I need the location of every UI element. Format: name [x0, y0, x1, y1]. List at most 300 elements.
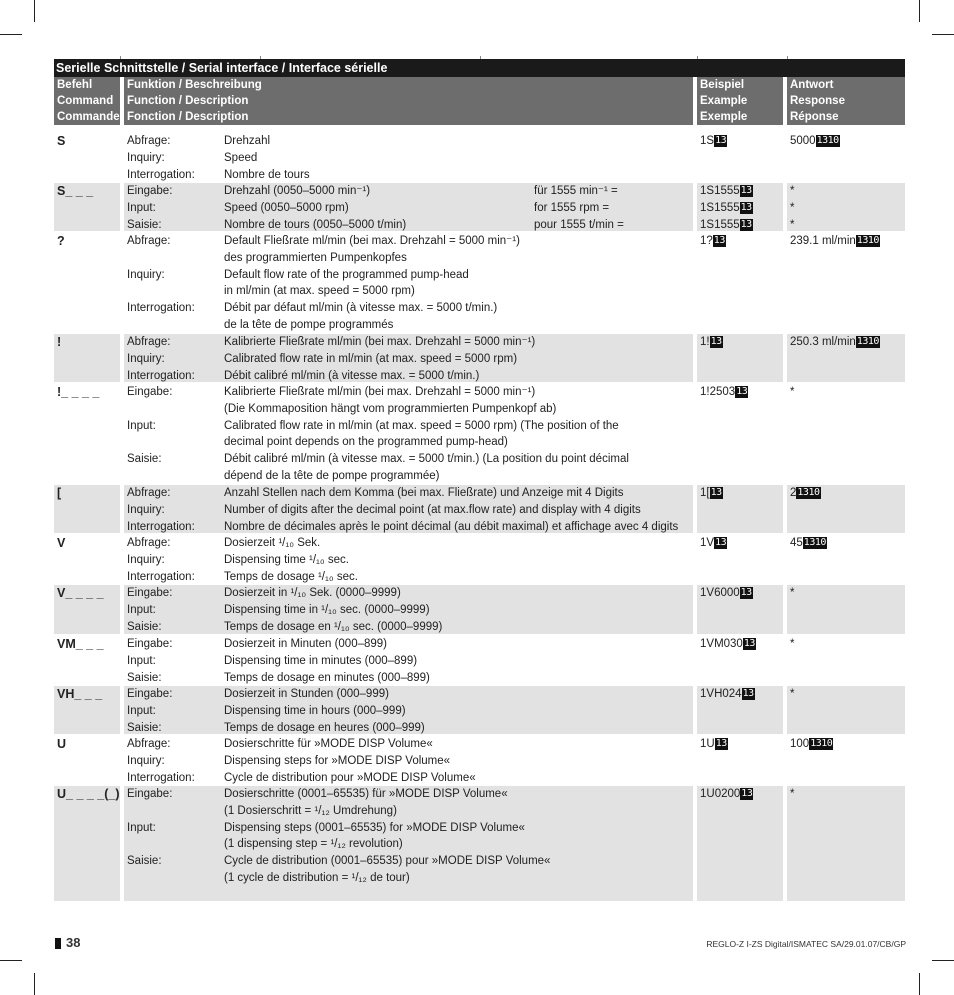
example-note: pour 1555 t/min = [534, 218, 624, 231]
example-cell [697, 535, 783, 583]
response-value-text: * [790, 688, 795, 700]
terminator-code: 13 [742, 688, 754, 699]
response-cell [787, 736, 905, 784]
header-example-de: Beispiel [700, 79, 745, 91]
description-text: Dosierschritte für »MODE DISP Volume« [224, 738, 433, 750]
description-text: Dispensing time ¹/₁₀ sec. [224, 553, 349, 566]
example-note: für 1555 min⁻¹ = [534, 185, 618, 197]
response-value [790, 217, 905, 234]
crop-mark [932, 960, 954, 961]
terminator-code: 1310 [797, 487, 820, 498]
description-line [124, 619, 693, 636]
description-line [124, 468, 693, 485]
language-label: Interrogation: [127, 520, 195, 533]
description-cell [124, 585, 693, 634]
terminator-code: 13 [710, 487, 722, 498]
example-cell [697, 485, 783, 533]
description-line [124, 786, 693, 803]
language-label: Interrogation: [127, 302, 195, 315]
description-text: Nombre de tours [224, 168, 310, 181]
language-label: Input: [127, 704, 156, 717]
crop-mark [932, 34, 954, 35]
example-value [700, 200, 783, 217]
response-cell [787, 133, 905, 181]
description-text: Dosierschritte (0001–65535) für »MODE DISP Volume« [224, 788, 508, 800]
response-value [790, 485, 905, 502]
response-value-text: * [790, 386, 795, 398]
language-label: Saisie: [127, 671, 162, 684]
terminator-code: 13 [715, 537, 727, 548]
response-value-text: * [790, 788, 795, 800]
description-line [124, 820, 693, 837]
example-value [700, 686, 783, 703]
terminator-code: 13 [740, 201, 752, 213]
command-cell [54, 786, 120, 901]
description-line [124, 569, 693, 586]
language-label: Inquiry: [127, 268, 165, 281]
table-title: Serielle Schnittstelle / Serial interface / Interface sérielle [54, 59, 905, 77]
description-text: Temps de dosage ¹/₁₀ sec. [224, 570, 358, 583]
description-cell [124, 183, 693, 231]
description-line [124, 853, 693, 870]
response-value-text: 250.3 ml/min [790, 336, 856, 348]
description-line [124, 736, 693, 753]
table-row [0, 133, 954, 181]
description-text: Cycle de distribution pour »MODE DISP Volume« [224, 771, 476, 784]
example-value-text: 1!2503 [700, 386, 736, 398]
response-value [790, 786, 905, 803]
example-cell [697, 585, 783, 634]
command-cell [54, 384, 120, 483]
command-cell [54, 535, 120, 583]
description-text: Dispensing time in hours (000–999) [224, 704, 406, 717]
response-value-text: * [790, 587, 795, 599]
command-code: S_ _ _ [57, 184, 94, 198]
description-line [124, 720, 693, 737]
description-line [124, 283, 693, 300]
command-cell [54, 183, 120, 231]
crop-mark [0, 34, 22, 35]
example-value-text: 1[ [700, 487, 710, 499]
description-line [124, 368, 693, 385]
description-line [124, 217, 693, 234]
description-text: Temps de dosage en ¹/₁₀ sec. (0000–9999) [224, 620, 443, 633]
language-label: Eingabe: [127, 386, 173, 398]
response-cell [787, 585, 905, 634]
document-reference: REGLO-Z I-ZS Digital/ISMATEC SA/29.01.07/CB/GP [706, 939, 906, 949]
description-line [124, 200, 693, 217]
description-text: Dispensing steps (0001–65535) for »MODE DISP Volume« [224, 821, 525, 834]
example-cell [697, 233, 783, 332]
description-text: Drehzahl [224, 135, 271, 147]
example-cell [697, 384, 783, 483]
description-text: Dosierzeit ¹/₁₀ Sek. [224, 537, 321, 549]
description-line [124, 250, 693, 267]
language-label: Abfrage: [127, 135, 171, 147]
response-value [790, 686, 905, 703]
table-row [0, 183, 954, 231]
description-text: Kalibrierte Fließrate ml/min (bei max. Drehzahl = 5000 min⁻¹) [224, 336, 536, 348]
response-value-text: 45 [790, 537, 803, 549]
header-response-en: Response [790, 95, 845, 107]
description-text: Dosierzeit in Minuten (000–899) [224, 638, 388, 650]
example-cell [697, 334, 783, 382]
command-code: VM_ _ _ [57, 637, 104, 651]
description-text: Nombre de décimales après le point décimal (au débit maximal) et affichage avec 4 digits [224, 520, 679, 533]
description-text: Speed [224, 151, 258, 164]
description-line [124, 686, 693, 703]
table-row [0, 334, 954, 382]
description-line [124, 300, 693, 317]
example-cell [697, 786, 783, 901]
example-value [700, 585, 783, 602]
language-label: Saisie: [127, 721, 162, 734]
header-function-fr: Fonction / Description [127, 111, 249, 123]
terminator-code: 13 [740, 185, 752, 196]
header-example-en: Example [700, 95, 748, 107]
command-cell [54, 334, 120, 382]
example-value [700, 736, 783, 753]
description-line [124, 836, 693, 853]
example-note: for 1555 rpm = [534, 201, 610, 214]
header-response [787, 77, 905, 125]
command-code: U [57, 737, 67, 751]
example-value-text: 1U [700, 738, 715, 750]
description-text: decimal point depends on the programmed pump-head) [224, 436, 508, 449]
table-row [0, 636, 954, 684]
response-value-text: 5000 [790, 135, 816, 147]
header-function-en: Function / Description [127, 95, 249, 107]
command-code: VH_ _ _ [57, 687, 103, 701]
language-label: Input: [127, 603, 156, 616]
description-cell [124, 786, 693, 901]
language-label: Eingabe: [127, 587, 173, 599]
description-text: (1 dispensing step = ¹/₁₂ revolution) [224, 838, 403, 851]
description-line [124, 585, 693, 602]
terminator-code: 13 [740, 587, 752, 598]
description-line [124, 770, 693, 787]
language-label: Abfrage: [127, 235, 171, 247]
command-cell [54, 585, 120, 634]
example-value-text: 1U0200 [700, 788, 741, 800]
language-label: Interrogation: [127, 168, 195, 181]
language-label: Eingabe: [127, 688, 173, 700]
response-value-text: 239.1 ml/min [790, 235, 856, 247]
response-value [790, 384, 905, 401]
language-label: Input: [127, 201, 156, 214]
description-text: (1 Dosierschritt = ¹/₁₂ Umdrehung) [224, 804, 397, 817]
header-command-en: Command [57, 95, 114, 107]
response-value-text: 100 [790, 738, 810, 750]
header-example-fr: Exemple [700, 111, 748, 123]
crop-mark [919, 0, 920, 22]
description-line [124, 167, 693, 184]
command-code: ! [57, 335, 62, 349]
command-cell [54, 636, 120, 684]
crop-mark [0, 960, 22, 961]
description-line [124, 434, 693, 451]
language-label: Inquiry: [127, 754, 165, 767]
terminator-code: 1310 [816, 135, 839, 146]
terminator-code: 13 [741, 788, 753, 799]
command-cell [54, 233, 120, 332]
terminator-code: 13 [710, 336, 722, 347]
example-value [700, 217, 783, 234]
description-line [124, 502, 693, 519]
description-line [124, 267, 693, 284]
description-text: Default Fließrate ml/min (bei max. Drehzahl = 5000 min⁻¹) [224, 235, 520, 247]
language-label: Inquiry: [127, 553, 165, 566]
description-text: in ml/min (at max. speed = 5000 rpm) [224, 285, 415, 298]
table-row [0, 585, 954, 634]
table-row [0, 233, 954, 332]
response-value [790, 535, 905, 552]
table-row [0, 786, 954, 901]
description-line [124, 870, 693, 887]
header-response-fr: Réponse [790, 111, 839, 123]
description-line [124, 670, 693, 687]
description-text: Drehzahl (0050–5000 min⁻¹) [224, 185, 371, 197]
example-value [700, 233, 783, 250]
example-value-text: 1VH024 [700, 688, 742, 700]
response-cell [787, 334, 905, 382]
header-example [697, 77, 783, 125]
crop-mark [34, 973, 35, 995]
terminator-code: 13 [743, 638, 755, 649]
example-cell [697, 736, 783, 784]
description-line [124, 703, 693, 720]
example-value-text: 1S1555 [700, 218, 740, 231]
table-row [0, 384, 954, 483]
description-line [124, 653, 693, 670]
description-text: Number of digits after the decimal point (at max.flow rate) and display with 4 digits [224, 503, 641, 516]
description-cell [124, 334, 693, 382]
example-value [700, 334, 783, 351]
language-label: Inquiry: [127, 151, 165, 164]
table-row [0, 736, 954, 784]
command-cell [54, 133, 120, 181]
response-cell [787, 636, 905, 684]
command-cell [54, 485, 120, 533]
description-cell [124, 686, 693, 734]
command-cell [54, 686, 120, 734]
header-command [54, 77, 120, 125]
header-command-fr: Commande [57, 111, 120, 123]
example-value-text: 1S1555 [700, 201, 740, 214]
terminator-code: 13 [736, 386, 748, 397]
description-line [124, 133, 693, 150]
response-cell [787, 786, 905, 901]
description-line [124, 418, 693, 435]
response-value-text: * [790, 638, 795, 650]
description-cell [124, 736, 693, 784]
language-label: Abfrage: [127, 537, 171, 549]
terminator-code: 1310 [856, 336, 879, 347]
command-code: [ [57, 486, 62, 500]
example-value-text: 1V6000 [700, 587, 740, 599]
description-cell [124, 485, 693, 533]
response-value-text: * [790, 201, 795, 214]
response-value [790, 233, 905, 250]
example-value [700, 535, 783, 552]
language-label: Input: [127, 654, 156, 667]
header-command-de: Befehl [57, 79, 93, 91]
description-text: Dispensing time in minutes (000–899) [224, 654, 418, 667]
response-cell [787, 485, 905, 533]
header-function [124, 77, 693, 125]
response-value-text: 2 [790, 487, 797, 499]
command-code: !_ _ _ _ [57, 385, 100, 399]
description-text: Débit calibré ml/min (à vitesse max. = 5000 t/min.) (La position du point décimal [224, 453, 629, 466]
table-row [0, 686, 954, 734]
terminator-code: 13 [740, 218, 752, 230]
description-text: de la tête de pompe programmés [224, 318, 394, 331]
example-cell [697, 183, 783, 231]
language-label: Saisie: [127, 453, 162, 466]
description-line [124, 535, 693, 552]
description-text: Nombre de tours (0050–5000 t/min) [224, 218, 407, 231]
crop-mark [919, 973, 920, 995]
description-text: Dispensing steps for »MODE DISP Volume« [224, 754, 451, 767]
response-value-text: * [790, 218, 795, 231]
example-value-text: 1V [700, 537, 715, 549]
language-label: Interrogation: [127, 771, 195, 784]
description-text: des programmierten Pumpenkopfes [224, 251, 407, 264]
description-line [124, 602, 693, 619]
header-function-de: Funktion / Beschreibung [127, 79, 262, 91]
response-cell [787, 183, 905, 231]
command-code: ? [57, 234, 65, 248]
language-label: Input: [127, 821, 156, 834]
description-line [124, 317, 693, 334]
description-text: (1 cycle de distribution = ¹/₁₂ de tour) [224, 871, 410, 884]
response-cell [787, 686, 905, 734]
language-label: Eingabe: [127, 788, 173, 800]
language-label: Abfrage: [127, 487, 171, 499]
description-line [124, 401, 693, 418]
example-value-text: 1! [700, 336, 710, 348]
terminator-code: 13 [715, 738, 727, 749]
page-number: 38 [66, 935, 81, 950]
example-cell [697, 636, 783, 684]
description-line [124, 384, 693, 401]
description-cell [124, 133, 693, 181]
example-value [700, 384, 783, 401]
command-cell [54, 736, 120, 784]
response-value [790, 585, 905, 602]
description-text: Cycle de distribution (0001–65535) pour »MODE DISP Volume« [224, 855, 551, 868]
command-code: U_ _ _ _(_) [57, 787, 120, 801]
response-cell [787, 384, 905, 483]
description-line [124, 519, 693, 536]
description-line [124, 451, 693, 468]
response-value [790, 200, 905, 217]
language-label: Eingabe: [127, 638, 173, 650]
description-text: dépend de la tête de pompe programmée) [224, 469, 440, 482]
description-line [124, 803, 693, 820]
description-text: Temps de dosage en minutes (000–899) [224, 671, 430, 684]
response-cell [787, 535, 905, 583]
header-response-de: Antwort [790, 79, 834, 91]
description-text: Débit calibré ml/min (à vitesse max. = 5000 t/min.) [224, 369, 480, 382]
description-line [124, 552, 693, 569]
response-value-text: * [790, 185, 795, 197]
description-text: Temps de dosage en heures (000–999) [224, 721, 425, 734]
description-line [124, 334, 693, 351]
terminator-code: 1310 [810, 738, 833, 749]
description-line [124, 753, 693, 770]
language-label: Saisie: [127, 855, 162, 868]
example-cell [697, 686, 783, 734]
description-line [124, 351, 693, 368]
description-text: Kalibrierte Fließrate ml/min (bei max. Drehzahl = 5000 min⁻¹) [224, 386, 536, 398]
description-text: Dispensing time in ¹/₁₀ sec. (0000–9999) [224, 603, 430, 616]
description-text: Default flow rate of the programmed pump-head [224, 268, 469, 281]
language-label: Interrogation: [127, 369, 195, 382]
page-marker [55, 938, 61, 949]
command-code: S [57, 134, 66, 148]
description-cell [124, 636, 693, 684]
example-value-text: 1VM030 [700, 638, 743, 650]
language-label: Saisie: [127, 218, 162, 231]
terminator-code: 13 [713, 235, 725, 246]
language-label: Input: [127, 419, 156, 432]
example-value [700, 786, 783, 803]
example-cell [697, 133, 783, 181]
example-value [700, 636, 783, 653]
example-value-text: 1S1555 [700, 185, 740, 197]
description-text: (Die Kommaposition hängt vom programmierten Pumpenkopf ab) [224, 402, 557, 415]
response-cell [787, 233, 905, 332]
example-value [700, 133, 783, 150]
command-code: V [57, 536, 66, 550]
response-value [790, 133, 905, 150]
description-text: Anzahl Stellen nach dem Komma (bei max. Fließrate) und Anzeige mit 4 Digits [224, 487, 624, 499]
description-line [124, 183, 693, 200]
description-text: Speed (0050–5000 rpm) [224, 201, 349, 214]
example-value [700, 183, 783, 200]
table-row [0, 535, 954, 583]
response-value [790, 183, 905, 200]
language-label: Saisie: [127, 620, 162, 633]
example-value [700, 485, 783, 502]
description-cell [124, 384, 693, 483]
language-label: Inquiry: [127, 352, 165, 365]
description-line [124, 485, 693, 502]
response-value [790, 636, 905, 653]
description-line [124, 150, 693, 167]
language-label: Interrogation: [127, 570, 195, 583]
description-text: Dosierzeit in Stunden (000–999) [224, 688, 389, 700]
example-value-text: 1S [700, 135, 715, 147]
description-text: Calibrated flow rate in ml/min (at max. speed = 5000 rpm) [224, 352, 518, 365]
description-text: Calibrated flow rate in ml/min (at max. speed = 5000 rpm) (The position of the [224, 419, 619, 432]
crop-mark [34, 0, 35, 22]
terminator-code: 1310 [803, 537, 826, 548]
description-text: Débit par défaut ml/min (à vitesse max. = 5000 t/min.) [224, 302, 498, 315]
terminator-code: 13 [715, 135, 727, 146]
description-text: Dosierzeit in ¹/₁₀ Sek. (0000–9999) [224, 587, 401, 599]
terminator-code: 1310 [856, 235, 879, 246]
response-value [790, 736, 905, 753]
language-label: Inquiry: [127, 503, 165, 516]
description-line [124, 233, 693, 250]
language-label: Eingabe: [127, 185, 173, 197]
example-value-text: 1? [700, 235, 713, 247]
description-cell [124, 535, 693, 583]
response-value [790, 334, 905, 351]
command-code: V_ _ _ _ [57, 586, 104, 600]
